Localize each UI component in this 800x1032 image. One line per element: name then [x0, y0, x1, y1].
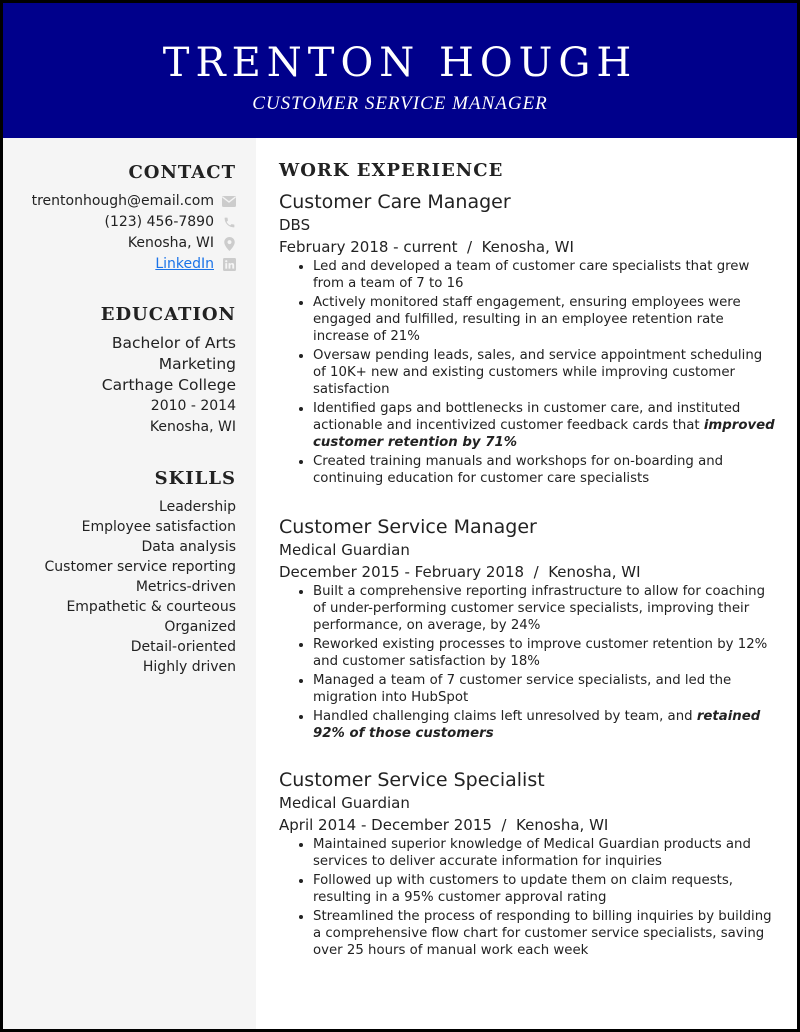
candidate-name: TRENTON HOUGH — [162, 40, 638, 86]
education-major: Marketing — [158, 355, 236, 373]
skill-item: Empathetic & courteous — [66, 599, 236, 615]
education-location: Kenosha, WI — [149, 419, 236, 435]
bullet-item: • Handled challenging claims left unresolved by team, and retained 92% of those customers — [313, 708, 779, 742]
contact-email — [32, 191, 236, 212]
skill-item: Employee satisfaction — [81, 519, 236, 535]
contact-location — [32, 233, 236, 254]
bullet-item: • Managed a team of 7 customer service specialists, and led the migration into HubSpot — [313, 672, 779, 706]
job-dates: December 2015 - February 2018 / Kenosha, WI — [279, 563, 641, 581]
skill-item: Highly driven — [142, 659, 236, 675]
job-company: DBS — [279, 216, 311, 234]
contact-heading: CONTACT — [128, 162, 236, 183]
education-years: 2010 - 2014 — [150, 398, 236, 414]
job-entry — [279, 768, 779, 961]
skill-item: Metrics-driven — [135, 579, 236, 595]
job-bullets — [279, 258, 779, 487]
bullet-item: • Built a comprehensive reporting infrastructure to allow for coaching of under-performing customer service specialists, improving their performance, on average, by 24% — [313, 583, 779, 634]
work-experience-heading: WORK EXPERIENCE — [279, 160, 504, 181]
bullet-item: • Led and developed a team of customer care specialists that grew from a team of 7 to 16 — [313, 258, 779, 292]
job-title: Customer Service Manager — [279, 516, 537, 538]
phone-icon — [222, 216, 236, 230]
job-company: Medical Guardian — [279, 541, 410, 559]
bullet-item: • Actively monitored staff engagement, ensuring employees were engaged and fulfilled, resulting in an employee retention rate increase of 21% — [313, 294, 779, 345]
phone-text: (123) 456-7890 — [104, 214, 214, 230]
skills-heading: SKILLS — [154, 468, 236, 489]
map-pin-icon — [222, 237, 236, 251]
bullet-item: • Streamlined the process of responding to billing inquiries by building a comprehensive flow chart for customer service specialists, saving over 25 hours of manual work each week — [313, 908, 779, 959]
skill-item: Leadership — [159, 499, 236, 515]
sidebar — [3, 138, 256, 1029]
bullet-item: • Maintained superior knowledge of Medical Guardian products and services to deliver accurate information for inquiries — [313, 836, 779, 870]
bullet-item: • Oversaw pending leads, sales, and service appointment scheduling of 10K+ new and existing customers while improving customer satisfaction — [313, 347, 779, 398]
skill-item: Data analysis — [141, 539, 236, 555]
contact-section — [32, 162, 236, 275]
skill-item: Detail-oriented — [130, 639, 236, 655]
job-dates: April 2014 - December 2015 / Kenosha, WI — [279, 816, 609, 834]
linkedin-link[interactable]: LinkedIn — [155, 256, 214, 272]
bullet-highlight: retained 92% of those customers — [313, 709, 761, 741]
education-heading: EDUCATION — [100, 304, 236, 325]
job-title: Customer Care Manager — [279, 191, 511, 213]
skill-item: Organized — [164, 619, 236, 635]
job-dates: February 2018 - current / Kenosha, WI — [279, 238, 574, 256]
envelope-icon — [222, 195, 236, 209]
bullet-item: • Created training manuals and workshops for on-boarding and continuing education for customer care specialists — [313, 453, 779, 487]
education-section — [101, 304, 236, 438]
job-title: Customer Service Specialist — [279, 769, 545, 791]
location-text: Kenosha, WI — [127, 235, 214, 251]
job-company: Medical Guardian — [279, 794, 410, 812]
job-bullets — [279, 583, 779, 742]
contact-linkedin — [32, 254, 236, 275]
education-school: Carthage College — [101, 376, 236, 394]
bullet-item: • Reworked existing processes to improve customer retention by 12% and customer satisfaction by 18% — [313, 636, 779, 670]
education-degree: Bachelor of Arts — [111, 334, 236, 352]
job-entry — [279, 515, 779, 744]
skill-item: Customer service reporting — [44, 559, 236, 575]
candidate-title: CUSTOMER SERVICE MANAGER — [252, 93, 548, 114]
job-bullets — [279, 836, 779, 959]
linkedin-icon — [222, 258, 236, 272]
header-banner — [3, 3, 797, 138]
bullet-item: • Identified gaps and bottlenecks in customer care, and instituted actionable and incentivized customer feedback cards that improved customer retention by 71% — [313, 400, 779, 451]
skills-section — [45, 468, 236, 677]
email-text: trentonhough@email.com — [31, 193, 214, 209]
contact-phone — [32, 212, 236, 233]
job-entry — [279, 190, 779, 489]
bullet-item: • Followed up with customers to update them on claim requests, resulting in a 95% customer approval rating — [313, 872, 779, 906]
bullet-highlight: improved customer retention by 71% — [313, 418, 775, 450]
